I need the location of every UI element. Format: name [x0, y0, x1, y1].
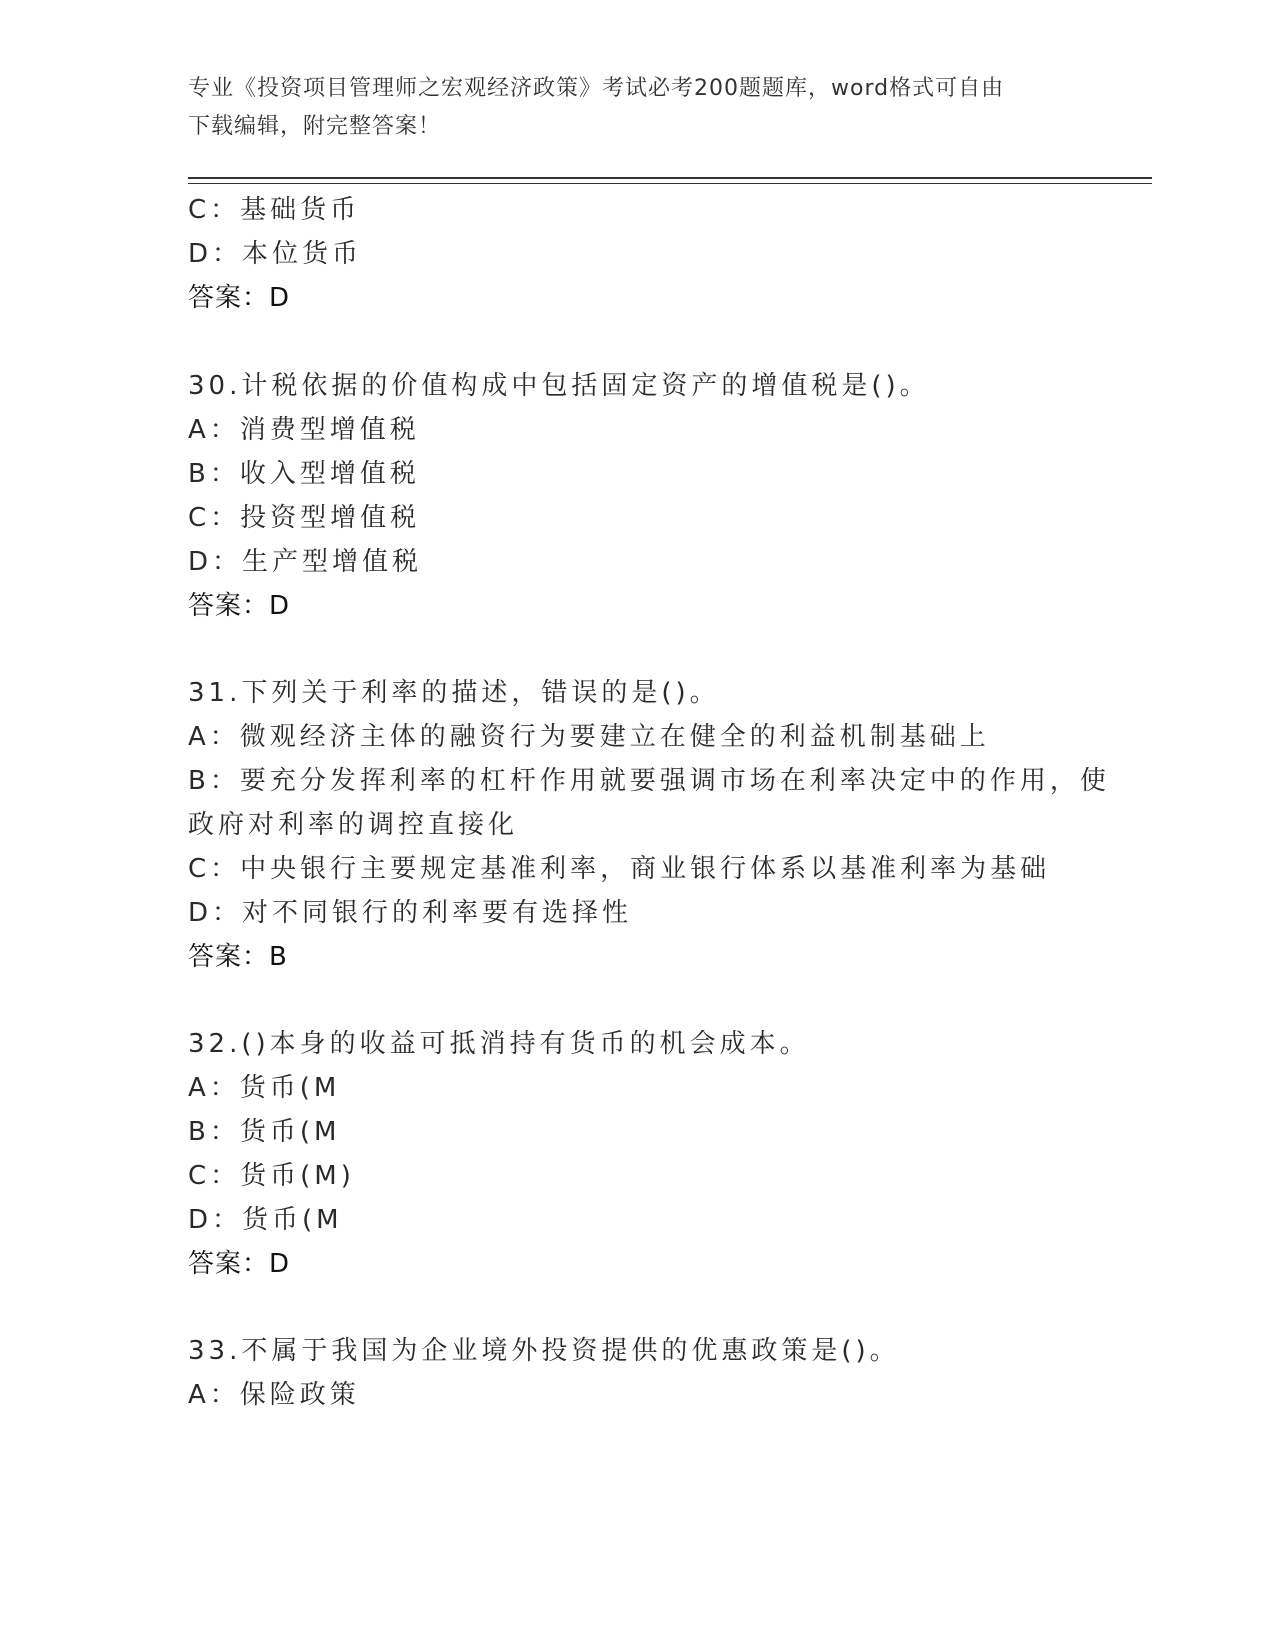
q31-option-b-line-1: B：要充分发挥利率的杠杆作用就要强调市场在利率决定中的作用，使	[188, 766, 1110, 796]
q32-option-d: D：货币(M	[188, 1205, 343, 1235]
q32-question: 32.()本身的收益可抵消持有货币的机会成本。	[188, 1029, 810, 1059]
q31-answer: 答案：B	[188, 942, 288, 972]
q32-option-c: C：货币(M)	[188, 1161, 355, 1191]
q31-option-b-line-2: 政府对利率的调控直接化	[188, 810, 519, 840]
header-divider-thin	[188, 183, 1152, 184]
q29-answer: 答案：D	[188, 283, 291, 313]
q32-option-b: B：货币(M	[188, 1117, 341, 1147]
q32-answer: 答案：D	[188, 1249, 291, 1279]
header-line-1: 专业《投资项目管理师之宏观经济政策》考试必考200题题库，word格式可自由	[188, 76, 1005, 101]
header-line-2: 下载编辑，附完整答案！	[188, 114, 442, 139]
q30-option-b: B：收入型增值税	[188, 459, 420, 489]
q30-option-a: A：消费型增值税	[188, 415, 420, 445]
q31-option-a: A：微观经济主体的融资行为要建立在健全的利益机制基础上	[188, 722, 990, 752]
q29-option-d: D：本位货币	[188, 239, 363, 269]
q30-answer: 答案：D	[188, 591, 291, 621]
header-divider-thick	[188, 177, 1152, 179]
q31-option-c: C：中央银行主要规定基准利率，商业银行体系以基准利率为基础	[188, 854, 1051, 884]
q30-option-c: C：投资型增值税	[188, 503, 421, 533]
document-header	[188, 70, 1088, 146]
q30-question: 30.计税依据的价值构成中包括固定资产的增值税是()。	[188, 371, 930, 401]
q29-option-c: C：基础货币	[188, 195, 361, 225]
q30-option-d: D：生产型增值税	[188, 547, 423, 577]
q31-option-d: D：对不同银行的利率要有选择性	[188, 898, 633, 928]
q32-option-a: A：货币(M	[188, 1073, 341, 1103]
q33-question: 33.不属于我国为企业境外投资提供的优惠政策是()。	[188, 1336, 900, 1366]
q33-option-a: A：保险政策	[188, 1380, 360, 1410]
q31-question: 31.下列关于利率的描述，错误的是()。	[188, 678, 720, 708]
